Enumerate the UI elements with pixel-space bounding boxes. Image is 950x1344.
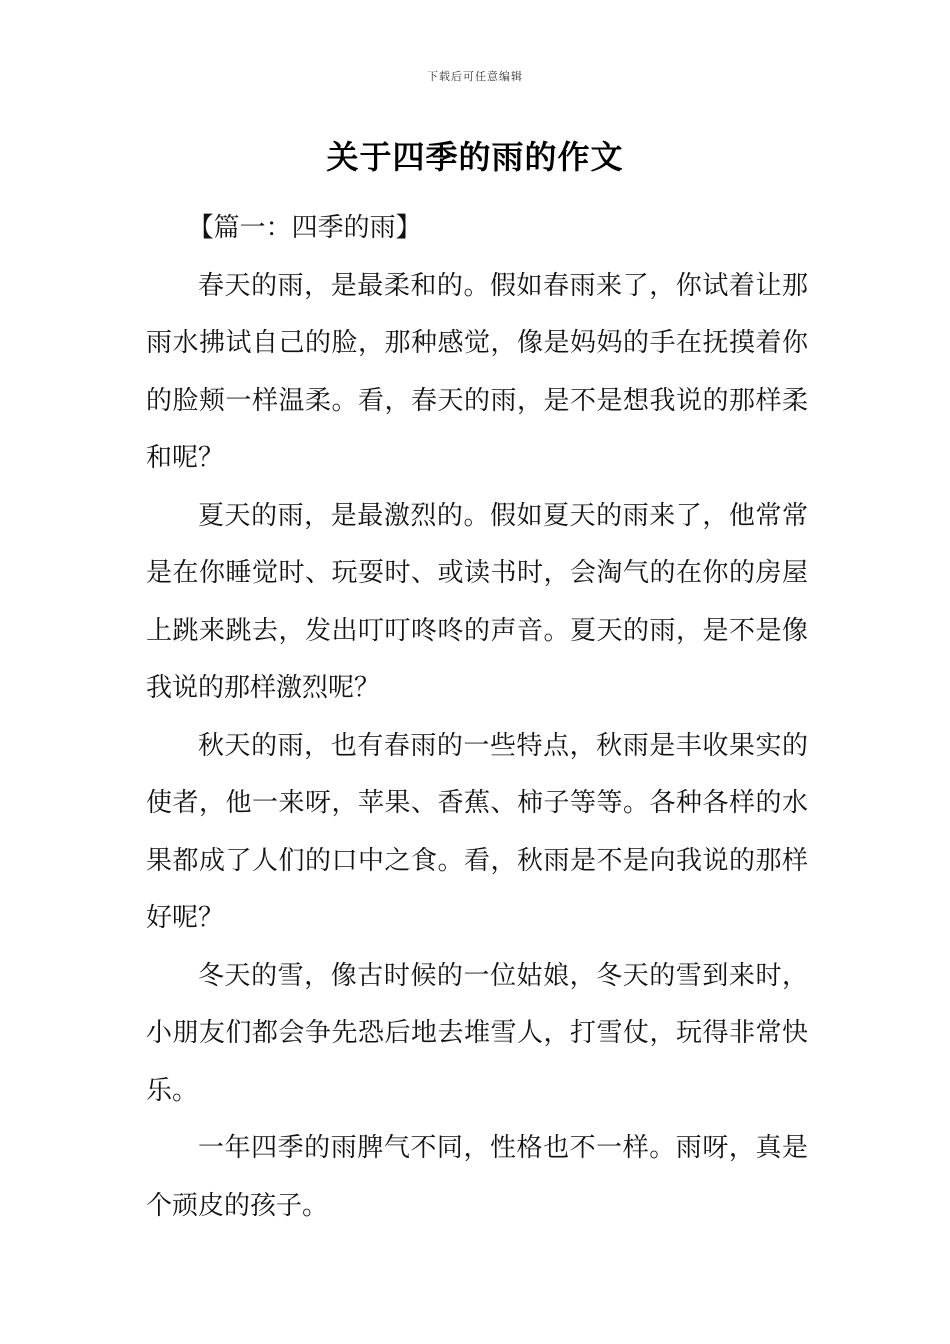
document-body <box>146 200 808 1235</box>
paragraph-summer: 夏天的雨，是最激烈的。假如夏天的雨来了，他常常是在你睡觉时、玩耍时、或读书时，会淘气的在你的房屋上跳来跳去，发出叮叮咚咚的声音。夏天的雨，是不是像我说的那样激烈呢？ <box>146 500 808 703</box>
header-note: 下载后可任意编辑 <box>427 70 523 83</box>
paragraph-autumn: 秋天的雨，也有春雨的一些特点，秋雨是丰收果实的使者，他一来呀，苹果、香蕉、柿子等等。各种各样的水果都成了人们的口中之食。看，秋雨是不是向我说的那样好呢？ <box>146 730 808 933</box>
paragraph-winter: 冬天的雪，像古时候的一位姑娘，冬天的雪到来时，小朋友们都会争先恐后地去堆雪人，打雪仗，玩得非常快乐。 <box>146 960 808 1106</box>
paragraph-spring: 春天的雨，是最柔和的。假如春雨来了，你试着让那雨水拂试自己的脸，那种感觉，像是妈妈的手在抚摸着你的脸颊一样温柔。看，春天的雨，是不是想我说的那样柔和呢？ <box>146 270 808 473</box>
document-title: 关于四季的雨的作文 <box>326 138 624 176</box>
paragraph-conclusion: 一年四季的雨脾气不同，性格也不一样。雨呀，真是个顽皮的孩子。 <box>146 1133 808 1221</box>
section-title: 【篇一：四季的雨】 <box>187 213 422 243</box>
